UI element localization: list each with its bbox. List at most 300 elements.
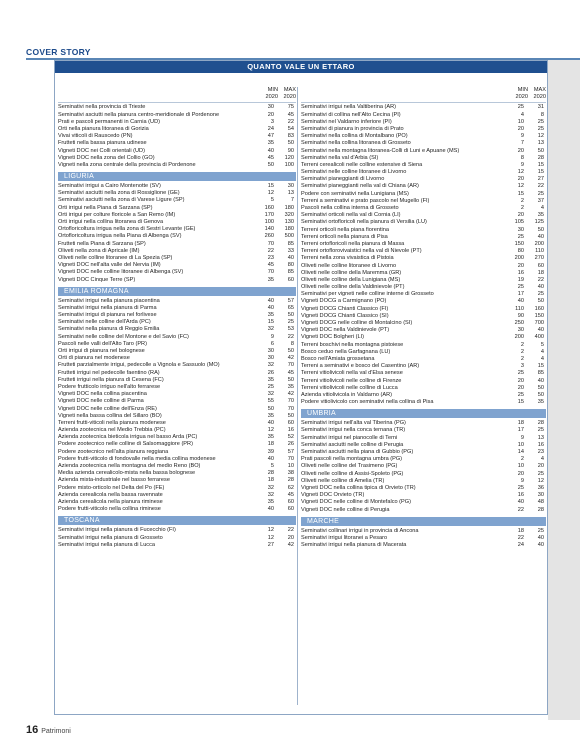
header-min: MIN <box>267 87 278 93</box>
table-row <box>58 341 296 348</box>
row-label: Azienda cerealicola nella pianura riminese <box>58 498 163 505</box>
row-max-value: 83 <box>287 133 294 140</box>
row-min-value: 40 <box>267 506 274 513</box>
table-row <box>58 542 296 549</box>
table-row <box>58 212 296 219</box>
table-row <box>301 227 546 234</box>
row-label: Seminativi nelle colline litoranee di Livorno <box>301 169 407 176</box>
table-row <box>301 463 546 470</box>
row-label: Oliveti nelle colline della Valdinievole (PT) <box>301 284 405 291</box>
row-min-value: 30 <box>517 226 524 233</box>
row-max-value: 25 <box>537 125 544 132</box>
table-row <box>301 277 546 284</box>
row-label: Frutteti parzialmente irrigui, pedecolle a Vignola e Sassuolo (MO) <box>58 362 220 369</box>
row-max-value: 35 <box>537 399 544 406</box>
table-row <box>301 485 546 492</box>
row-min-value: 3 <box>270 118 274 125</box>
table-row <box>58 355 296 362</box>
table-row <box>301 456 546 463</box>
table-row <box>58 477 296 484</box>
row-max-value: 120 <box>284 154 294 161</box>
row-min-value: 260 <box>264 233 274 240</box>
header-year-min: 2020 <box>265 94 278 101</box>
row-label: Seminativi irrigui nell'alta val Tiberina (PG) <box>301 420 406 427</box>
row-label: Podere frutticolo irriguo nell'alto ferrarese <box>58 383 161 390</box>
table-row <box>58 463 296 470</box>
table-row <box>58 441 296 448</box>
table-row <box>301 363 546 370</box>
table-row <box>58 370 296 377</box>
table-row <box>58 456 296 463</box>
row-label: Seminativi nella pianura di Reggio Emilia <box>58 326 160 333</box>
table-row <box>58 377 296 384</box>
row-label: Oliveti nelle colline litoranee di La Spezia (SP) <box>58 254 173 261</box>
table-row <box>301 427 546 434</box>
table-row <box>58 162 296 169</box>
row-label: Orti irrigui nella Piana di Sarzana (SP) <box>58 204 153 211</box>
table-row <box>301 334 546 341</box>
row-max-value: 4 <box>540 355 544 362</box>
row-label: Vigneti DOC nella zona del Collio (GO) <box>58 154 155 161</box>
table-row <box>58 398 296 405</box>
row-max-value: 70 <box>287 398 294 405</box>
table-row <box>301 385 546 392</box>
header-row-year <box>58 94 296 101</box>
table-row <box>58 413 296 420</box>
row-min-value: 35 <box>267 412 274 419</box>
row-min-value: 9 <box>520 477 524 484</box>
row-min-value: 12 <box>267 527 274 534</box>
row-min-value: 9 <box>520 161 524 168</box>
row-label: Seminativi irrigui nella pianura di Fucecchio (FI) <box>58 527 176 534</box>
row-max-value: 4 <box>540 348 544 355</box>
table-row <box>301 263 546 270</box>
row-label: Seminativi di pianura in provincia di Prato <box>301 125 404 132</box>
row-min-value: 39 <box>267 448 274 455</box>
row-min-value: 35 <box>267 498 274 505</box>
table-row <box>58 241 296 248</box>
row-max-value: 65 <box>287 304 294 311</box>
row-label: Podere frutti-viticolo di fondovalle nella media collina modenese <box>58 455 216 462</box>
table-row <box>58 470 296 477</box>
row-max-value: 40 <box>537 327 544 334</box>
row-min-value: 25 <box>267 383 274 390</box>
row-label: Azienda cerealicola nella bassa ravennate <box>58 491 163 498</box>
row-label: Vigneti DOCG Chianti Classico (SI) <box>301 312 389 319</box>
row-max-value: 25 <box>537 527 544 534</box>
row-label: Podere frutti-viticolo nella collina riminese <box>58 506 161 513</box>
row-label: Vigneti DOC nei Colli orientali (UD) <box>58 147 145 154</box>
row-label: Vigneti DOC nella collina piacentina <box>58 391 147 398</box>
row-max-value: 23 <box>537 449 544 455</box>
row-min-value: 9 <box>520 133 524 140</box>
row-label: Seminativi asciutti nelle colline di Perugia <box>301 441 404 448</box>
row-label: Vigneti DOCG Chianti Classico (FI) <box>301 305 389 312</box>
table-row <box>301 270 546 277</box>
row-label: Terreni frutti-viticoli nella pianura modenese <box>58 419 166 426</box>
row-min-value: 9 <box>270 333 274 340</box>
row-max-value: 53 <box>287 326 294 333</box>
row-label: Prati pascoli nella montagna umbra (PG) <box>301 456 403 463</box>
row-max-value: 4 <box>540 456 544 463</box>
row-label: Oliveti nelle colline di Assisi-Spoleto (PG) <box>301 470 404 477</box>
row-label: Seminativi nelle colline dell'Arda (PC) <box>58 319 151 326</box>
row-min-value: 8 <box>520 154 524 161</box>
region-header: TOSCANA <box>58 516 296 525</box>
row-min-value: 18 <box>517 420 524 427</box>
row-min-value: 6 <box>270 340 274 347</box>
row-max-value: 50 <box>287 376 294 383</box>
page-footer <box>26 724 71 736</box>
row-max-value: 31 <box>537 104 544 111</box>
row-min-value: 25 <box>517 484 524 491</box>
side-band <box>548 60 580 720</box>
row-label: Vigneti nella zona centrale della provincia di Pordenone <box>58 161 196 168</box>
row-max-value: 5 <box>540 341 544 348</box>
row-max-value: 75 <box>287 104 294 111</box>
row-label: Pascoli nella collina interna di Grosseto <box>301 205 399 211</box>
table-title: QUANTO VALE UN ETTARO <box>55 61 547 73</box>
row-min-value: 20 <box>517 377 524 384</box>
table-row <box>301 119 546 126</box>
table-row <box>301 313 546 320</box>
row-max-value: 70 <box>287 455 294 462</box>
table-row <box>58 148 296 155</box>
row-min-value: 170 <box>264 211 274 218</box>
row-min-value: 40 <box>517 499 524 506</box>
row-max-value: 12 <box>537 133 544 140</box>
row-max-value: 85 <box>537 370 544 377</box>
row-min-value: 10 <box>517 441 524 448</box>
table-row <box>58 499 296 506</box>
row-max-value: 16 <box>537 441 544 448</box>
row-min-value: 15 <box>517 190 524 197</box>
row-label: Seminativi nella provincia di Trieste <box>58 104 146 111</box>
row-min-value: 18 <box>517 527 524 534</box>
row-min-value: 25 <box>517 391 524 398</box>
row-min-value: 105 <box>514 219 524 226</box>
row-min-value: 12 <box>517 169 524 176</box>
row-max-value: 38 <box>287 470 294 477</box>
row-max-value: 28 <box>287 477 294 484</box>
row-max-value: 30 <box>287 183 294 190</box>
table-row <box>301 535 546 542</box>
value-table <box>54 60 548 715</box>
row-min-value: 17 <box>517 427 524 434</box>
row-label: Podere misto-orticolo nel Delta del Po (FE) <box>58 484 165 491</box>
row-label: Seminativi irrigui nella conca ternana (TR) <box>301 427 406 434</box>
row-max-value: 35 <box>287 383 294 390</box>
row-max-value: 50 <box>287 348 294 354</box>
row-max-value: 50 <box>537 298 544 305</box>
row-label: Vigneti DOC nella collina tipica di Orvieto (TR) <box>301 484 416 491</box>
table-row <box>58 527 296 534</box>
row-label: Ortofloricoltura irrigua nella Piana di Albenga (SV) <box>58 233 182 240</box>
row-max-value: 400 <box>534 334 544 341</box>
row-min-value: 200 <box>514 255 524 262</box>
row-label: Seminativi irrigui nella pianura di Grosseto <box>58 534 163 541</box>
table-row <box>58 248 296 255</box>
row-max-value: 18 <box>537 269 544 276</box>
row-label: Vigneti DOC Bolgheri (LI) <box>301 334 365 341</box>
row-label: Terreni nella zona vivaistica di Pistoia <box>301 255 394 262</box>
table-row <box>58 362 296 369</box>
table-row <box>58 319 296 326</box>
header-rule <box>58 102 296 103</box>
row-max-value: 12 <box>537 477 544 484</box>
row-min-value: 100 <box>264 219 274 225</box>
row-label: Orti irrigui per colture floricole a San Remo (IM) <box>58 211 176 218</box>
table-row <box>301 191 546 198</box>
table-row <box>301 104 546 111</box>
row-min-value: 9 <box>520 434 524 441</box>
row-min-value: 2 <box>520 456 524 463</box>
section-label: COVER STORY <box>26 47 91 57</box>
row-max-value: 54 <box>287 125 294 132</box>
row-max-value: 42 <box>287 355 294 362</box>
row-label: Vigneti DOCG a Carmignano (PO) <box>301 298 387 305</box>
row-label: Prati e pascoli permanenti in Carnia (UD) <box>58 118 160 125</box>
row-min-value: 20 <box>517 176 524 183</box>
table-row <box>301 183 546 190</box>
row-label: Terreni vitiolivicoli nelle colline di Lucca <box>301 384 398 391</box>
row-label: Seminativi irrigui nella pianura piacentina <box>58 297 160 304</box>
row-max-value: 13 <box>537 434 544 441</box>
row-max-value: 160 <box>534 305 544 312</box>
row-label: Podere con seminativi nella Lunigiana (MS) <box>301 190 409 197</box>
row-max-value: 15 <box>537 363 544 370</box>
row-max-value: 500 <box>284 233 294 240</box>
row-max-value: 60 <box>287 419 294 426</box>
row-label: Vigneti DOC nelle colline di Montefalco (PG) <box>301 499 411 506</box>
row-max-value: 50 <box>287 140 294 147</box>
row-label: Terreni vitiolivicoli nella val d'Elsa senese <box>301 370 403 377</box>
row-min-value: 32 <box>267 484 274 491</box>
row-label: Orti irrigui nella collina litoranea di Genova <box>58 219 164 225</box>
row-min-value: 15 <box>517 399 524 406</box>
row-max-value: 36 <box>537 484 544 491</box>
right-body <box>301 102 546 549</box>
table-row <box>301 399 546 406</box>
row-min-value: 45 <box>267 262 274 269</box>
table-row <box>301 219 546 226</box>
row-label: Vigneti DOC nelle colline dell'Enza (RE) <box>58 405 157 412</box>
row-max-value: 80 <box>287 262 294 269</box>
row-min-value: 28 <box>267 470 274 477</box>
row-max-value: 33 <box>287 247 294 254</box>
row-min-value: 70 <box>267 269 274 276</box>
row-min-value: 30 <box>517 327 524 334</box>
table-row <box>58 133 296 140</box>
row-max-value: 50 <box>537 391 544 398</box>
region-header: LIGURIA <box>58 172 296 181</box>
row-max-value: 22 <box>537 183 544 190</box>
row-min-value: 2 <box>520 341 524 348</box>
row-max-value: 27 <box>537 176 544 183</box>
row-min-value: 250 <box>514 320 524 326</box>
row-label: Oliveti nelle colline del Trasimeno (PG) <box>301 463 398 470</box>
row-max-value: 45 <box>287 111 294 118</box>
row-min-value: 10 <box>517 118 524 125</box>
row-label: Frutteti nella Piana di Sarzana (SP) <box>58 240 146 247</box>
row-max-value: 70 <box>287 405 294 412</box>
row-label: Azienda vitiolivicola in Valdarno (AR) <box>301 391 392 398</box>
row-label: Azienda zootecnica bieticola irrigua nel basso Arda (PC) <box>58 434 198 441</box>
row-label: Seminativi irrigui nella pianura di Parma <box>58 304 157 311</box>
row-label: Seminativi pianeggianti di Livorno <box>301 176 385 183</box>
row-max-value: 13 <box>287 190 294 197</box>
row-label: Seminativi irrigui nella Valtiberina (AR) <box>301 104 397 111</box>
row-max-value: 15 <box>537 169 544 176</box>
table-row <box>301 169 546 176</box>
table-row <box>301 342 546 349</box>
row-max-value: 90 <box>287 147 294 154</box>
row-label: Frutteti irrigui nella pianura di Cesena (FC) <box>58 376 164 383</box>
row-max-value: 20 <box>537 463 544 470</box>
row-max-value: 22 <box>287 527 294 534</box>
header-year-max: 2020 <box>533 94 546 101</box>
row-max-value: 40 <box>287 254 294 261</box>
row-label: Seminativi irrigui nella pianura di Macerata <box>301 542 407 549</box>
table-row <box>58 277 296 284</box>
row-max-value: 42 <box>287 391 294 398</box>
row-min-value: 2 <box>520 348 524 355</box>
row-min-value: 30 <box>267 348 274 354</box>
row-min-value: 17 <box>517 291 524 298</box>
header-rule <box>301 102 546 103</box>
row-label: Podere vitiolivicolo con seminativi nella collina di Pisa <box>301 399 434 406</box>
header-min: MIN <box>517 87 528 93</box>
row-max-value: 35 <box>537 212 544 219</box>
row-min-value: 20 <box>517 384 524 391</box>
row-min-value: 30 <box>267 355 274 362</box>
row-label: Vigneti DOC nelle colline di Parma <box>58 398 144 405</box>
row-min-value: 20 <box>517 147 524 154</box>
row-label: Seminativi nelle colline del Montone e del Savio (FC) <box>58 333 189 340</box>
table-row <box>301 349 546 356</box>
row-min-value: 35 <box>267 140 274 147</box>
row-label: Seminativi nella collina di Montalbano (PO) <box>301 133 408 140</box>
table-row <box>58 312 296 319</box>
table-row <box>301 205 546 212</box>
table-row <box>301 356 546 363</box>
row-label: Azienda zootecnica nel Medio Trebbia (PC) <box>58 427 166 434</box>
row-min-value: 12 <box>517 183 524 190</box>
row-max-value: 60 <box>287 276 294 283</box>
row-label: Terreni orticoli nella piana fiorentina <box>301 226 389 233</box>
row-label: Vigneti nella bassa collina del Sillaro (BO) <box>58 412 162 419</box>
row-label: Seminativi asciutti nella zona di Rossiglione (GE) <box>58 190 180 197</box>
row-min-value: 80 <box>517 248 524 255</box>
row-min-value: 110 <box>515 305 524 312</box>
header-year-min: 2020 <box>515 94 528 101</box>
row-label: Oliveti nelle colline della Maremma (GR) <box>301 269 402 276</box>
row-min-value: 5 <box>270 463 274 469</box>
row-max-value: 7 <box>290 197 294 204</box>
region-header: MARCHE <box>301 517 546 526</box>
row-max-value: 30 <box>537 492 544 499</box>
table-row <box>301 320 546 327</box>
row-label: Seminativi asciutti nella pianura centro-meridionale di Pordenone <box>58 111 220 118</box>
row-min-value: 25 <box>517 233 524 240</box>
row-min-value: 22 <box>517 534 524 541</box>
row-min-value: 27 <box>267 541 274 548</box>
row-label: Seminativi di collina nell'Alto Cecina (PI) <box>301 111 401 118</box>
table-row <box>58 506 296 513</box>
row-label: Bosco ceduo nella Garfagnana (LU) <box>301 348 391 355</box>
row-label: Frutteti irrigui nel pedecolle faentino (RA) <box>58 369 160 376</box>
row-max-value: 22 <box>287 333 294 340</box>
table-row <box>58 348 296 355</box>
table-row <box>301 248 546 255</box>
row-label: Bosco nell'Amiata grossetana <box>301 355 375 362</box>
table-row <box>301 442 546 449</box>
row-min-value: 35 <box>267 276 274 283</box>
row-max-value: 45 <box>287 369 294 376</box>
row-max-value: 28 <box>537 420 544 427</box>
row-min-value: 20 <box>517 470 524 477</box>
header-row-min-max <box>301 87 546 94</box>
row-max-value: 125 <box>534 219 544 226</box>
row-max-value: 15 <box>537 161 544 168</box>
table-row <box>301 241 546 248</box>
row-max-value: 40 <box>537 534 544 541</box>
row-label: Seminativi pianeggianti nella val di Chiana (AR) <box>301 183 419 190</box>
table-row <box>301 140 546 147</box>
row-min-value: 15 <box>267 183 274 190</box>
table-row <box>58 406 296 413</box>
table-row <box>58 334 296 341</box>
row-max-value: 60 <box>537 262 544 269</box>
row-min-value: 50 <box>267 405 274 412</box>
table-row <box>58 434 296 441</box>
row-min-value: 160 <box>264 204 274 211</box>
header-max: MAX <box>283 87 296 93</box>
row-min-value: 16 <box>517 269 524 276</box>
row-max-value: 60 <box>287 498 294 505</box>
row-label: Orti irrigui di pianura nel bolognese <box>58 348 145 354</box>
row-label: Seminativi nel Valdarno inferiore (PI) <box>301 118 392 125</box>
row-min-value: 16 <box>517 492 524 499</box>
row-max-value: 60 <box>287 506 294 513</box>
row-label: Seminativi orticoli nella val di Cornia (LI) <box>301 212 401 219</box>
right-column <box>301 87 546 549</box>
table-row <box>301 255 546 262</box>
row-min-value: 40 <box>267 297 274 304</box>
row-min-value: 25 <box>517 370 524 377</box>
row-min-value: 200 <box>514 334 524 341</box>
row-min-value: 23 <box>267 254 274 261</box>
row-max-value: 52 <box>287 434 294 441</box>
row-label: Media azienda cerealicolo-mista nella bassa bolognese <box>58 470 196 477</box>
row-label: Frutteti nella bassa pianura udinese <box>58 140 147 147</box>
row-label: Vivai viticoli di Rauscedo (PN) <box>58 133 133 140</box>
row-min-value: 12 <box>267 190 274 197</box>
row-label: Orti di pianura nel modenese <box>58 355 130 362</box>
row-max-value: 13 <box>537 140 544 147</box>
table-row <box>58 420 296 427</box>
row-max-value: 40 <box>537 284 544 291</box>
left-body <box>58 102 296 549</box>
table-row <box>58 104 296 111</box>
row-label: Pascoli nelle valli dell'Alto Taro (PR) <box>58 340 147 347</box>
table-row <box>301 133 546 140</box>
row-min-value: 3 <box>520 363 524 370</box>
row-label: Vigneti DOC nelle colline litoranee di Albenga (SV) <box>58 269 184 276</box>
row-max-value: 270 <box>534 255 544 262</box>
row-min-value: 35 <box>267 376 274 383</box>
table-row <box>301 234 546 241</box>
